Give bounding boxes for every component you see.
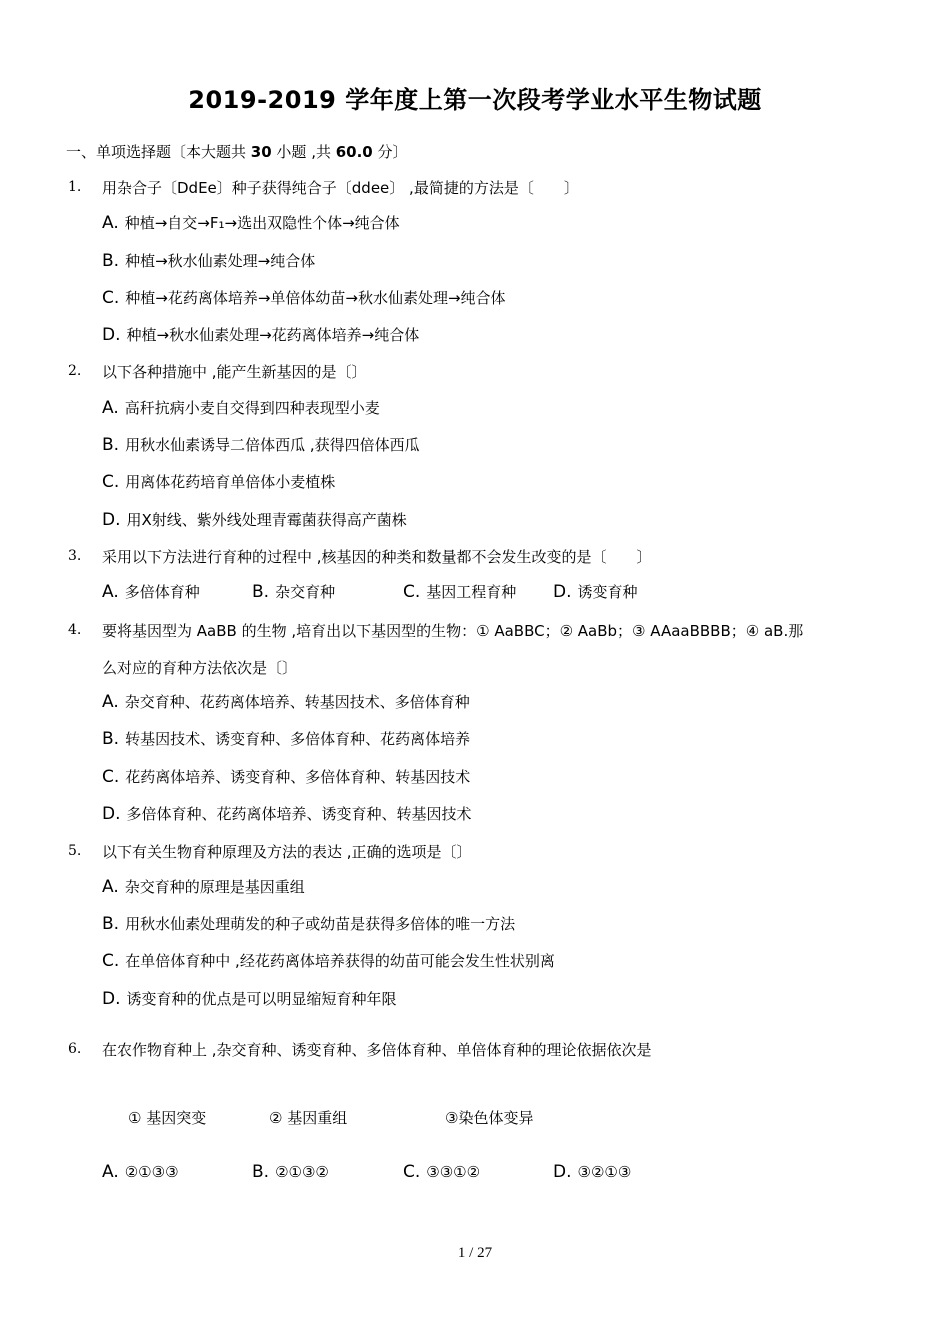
option-b[interactable] bbox=[102, 728, 470, 749]
option-letter: B. bbox=[252, 582, 270, 602]
option-d[interactable] bbox=[102, 803, 472, 824]
option-letter: C. bbox=[102, 951, 120, 971]
option-text: ②①③② bbox=[275, 1163, 329, 1181]
question-number: 3. bbox=[68, 548, 82, 564]
option-letter: A. bbox=[102, 213, 119, 233]
section-suffix: 分〕 bbox=[372, 143, 408, 161]
option-letter: C. bbox=[102, 767, 120, 787]
option-c[interactable] bbox=[403, 581, 516, 602]
option-text: ③②①③ bbox=[577, 1163, 632, 1181]
question-text: 以下有关生物育种原理及方法的表达 ,正确的选项是〔〕 bbox=[102, 843, 472, 861]
question-text: 在农作物育种上 ,杂交育种、诱变育种、多倍体育种、单倍体育种的理论依据依次是 bbox=[102, 1041, 652, 1059]
option-b[interactable] bbox=[102, 250, 315, 271]
option-letter: C. bbox=[102, 288, 120, 308]
option-text: 杂交育种 bbox=[275, 583, 336, 601]
option-d[interactable] bbox=[553, 1162, 631, 1182]
option-letter: D. bbox=[553, 1162, 572, 1182]
choice-item: ② 基因重组 bbox=[269, 1109, 348, 1127]
option-text: 种植→自交→F₁→选出双隐性个体→纯合体 bbox=[124, 214, 400, 232]
option-text: 用离体花药培育单倍体小麦植株 bbox=[125, 473, 336, 491]
question-number: 6. bbox=[68, 1041, 82, 1057]
option-letter: B. bbox=[102, 251, 120, 271]
option-text: 诱变育种 bbox=[577, 583, 638, 601]
choice-item: ① 基因突变 bbox=[128, 1109, 207, 1127]
question-text: 采用以下方法进行育种的过程中 ,核基因的种类和数量都不会发生改变的是〔 〕 bbox=[102, 548, 652, 566]
question-text: 要将基因型为 AaBB 的生物 ,培育出以下基因型的生物：① AaBBC；② AaBb；③ AAaaBBBB；④ aB.那 bbox=[102, 622, 804, 640]
option-text: 高秆抗病小麦自交得到四种表现型小麦 bbox=[124, 399, 380, 417]
option-b[interactable] bbox=[252, 1162, 329, 1182]
option-a[interactable] bbox=[102, 876, 305, 897]
option-text: 种植→花药离体培养→单倍体幼苗→秋水仙素处理→纯合体 bbox=[125, 289, 506, 307]
option-a[interactable] bbox=[102, 691, 470, 712]
option-c[interactable] bbox=[102, 950, 555, 971]
option-b[interactable] bbox=[102, 913, 515, 934]
option-text: 杂交育种的原理是基因重组 bbox=[124, 878, 305, 896]
option-d[interactable] bbox=[102, 324, 419, 345]
option-d[interactable] bbox=[102, 509, 407, 530]
question-number: 2. bbox=[68, 363, 82, 379]
option-a[interactable] bbox=[102, 581, 200, 602]
option-a[interactable] bbox=[102, 397, 380, 418]
option-text: 用秋水仙素处理萌发的种子或幼苗是获得多倍体的唯一方法 bbox=[125, 915, 516, 933]
question-text: 以下各种措施中 ,能产生新基因的是〔〕 bbox=[102, 363, 367, 381]
option-letter: D. bbox=[102, 325, 121, 345]
choice-item: ③染色体变异 bbox=[445, 1109, 534, 1127]
question-number: 1. bbox=[68, 179, 82, 195]
option-letter: D. bbox=[102, 510, 121, 530]
option-text: 多倍体育种 bbox=[124, 583, 200, 601]
option-a[interactable] bbox=[102, 212, 400, 233]
option-letter: C. bbox=[403, 582, 421, 602]
section-prefix: 一、单项选择题〔本大题共 bbox=[66, 143, 251, 161]
section-mid: 小题 ,共 bbox=[271, 143, 336, 161]
option-text: ②①③③ bbox=[124, 1163, 179, 1181]
option-d[interactable] bbox=[102, 988, 397, 1009]
question-number: 5. bbox=[68, 843, 82, 859]
option-letter: D. bbox=[553, 582, 572, 602]
section-heading bbox=[66, 141, 408, 162]
option-c[interactable] bbox=[102, 471, 335, 492]
option-letter: D. bbox=[102, 989, 121, 1009]
option-text: 种植→秋水仙素处理→纯合体 bbox=[125, 252, 316, 270]
question-count: 30 bbox=[250, 143, 272, 161]
option-letter: A. bbox=[102, 692, 119, 712]
option-d[interactable] bbox=[553, 581, 638, 602]
option-c[interactable] bbox=[102, 766, 470, 787]
option-letter: C. bbox=[403, 1162, 421, 1182]
option-letter: A. bbox=[102, 398, 119, 418]
option-text: 多倍体育种、花药离体培养、诱变育种、转基因技术 bbox=[126, 805, 472, 823]
question-number: 4. bbox=[68, 622, 82, 638]
option-text: 用秋水仙素诱导二倍体西瓜 ,获得四倍体西瓜 bbox=[125, 436, 420, 454]
option-letter: A. bbox=[102, 1162, 119, 1182]
total-score: 60.0 bbox=[335, 143, 373, 161]
page-number: 1 / 27 bbox=[457, 1245, 493, 1261]
option-b[interactable] bbox=[102, 434, 420, 455]
option-c[interactable] bbox=[403, 1162, 480, 1182]
option-letter: D. bbox=[102, 804, 121, 824]
option-b[interactable] bbox=[252, 581, 335, 602]
question-text: 用杂合子〔DdEe〕种子获得纯合子〔ddee〕 ,最简捷的方法是〔 〕 bbox=[102, 179, 579, 197]
option-text: 基因工程育种 bbox=[426, 583, 517, 601]
option-text: 转基因技术、诱变育种、多倍体育种、花药离体培养 bbox=[125, 730, 471, 748]
option-text: 在单倍体育种中 ,经花药离体培养获得的幼苗可能会发生性状别离 bbox=[125, 952, 555, 970]
option-letter: A. bbox=[102, 582, 119, 602]
option-letter: B. bbox=[102, 435, 120, 455]
option-text: 杂交育种、花药离体培养、转基因技术、多倍体育种 bbox=[124, 693, 470, 711]
option-text: 花药离体培养、诱变育种、多倍体育种、转基因技术 bbox=[125, 768, 471, 786]
option-letter: A. bbox=[102, 877, 119, 897]
option-letter: B. bbox=[102, 729, 120, 749]
option-text: ③③①② bbox=[426, 1163, 481, 1181]
option-a[interactable] bbox=[102, 1162, 179, 1182]
option-c[interactable] bbox=[102, 287, 506, 308]
question-text-continued: 么对应的育种方法依次是〔〕 bbox=[102, 659, 298, 677]
option-letter: B. bbox=[252, 1162, 270, 1182]
option-text: 种植→秋水仙素处理→花药离体培养→纯合体 bbox=[126, 326, 420, 344]
option-letter: B. bbox=[102, 914, 120, 934]
option-text: 用Ⅹ射线、紫外线处理青霉菌获得高产菌株 bbox=[126, 511, 407, 529]
option-letter: C. bbox=[102, 472, 120, 492]
page-title: 2019-2019 学年度上第一次段考学业水平生物试题 bbox=[188, 86, 762, 114]
option-text: 诱变育种的优点是可以明显缩短育种年限 bbox=[126, 990, 397, 1008]
